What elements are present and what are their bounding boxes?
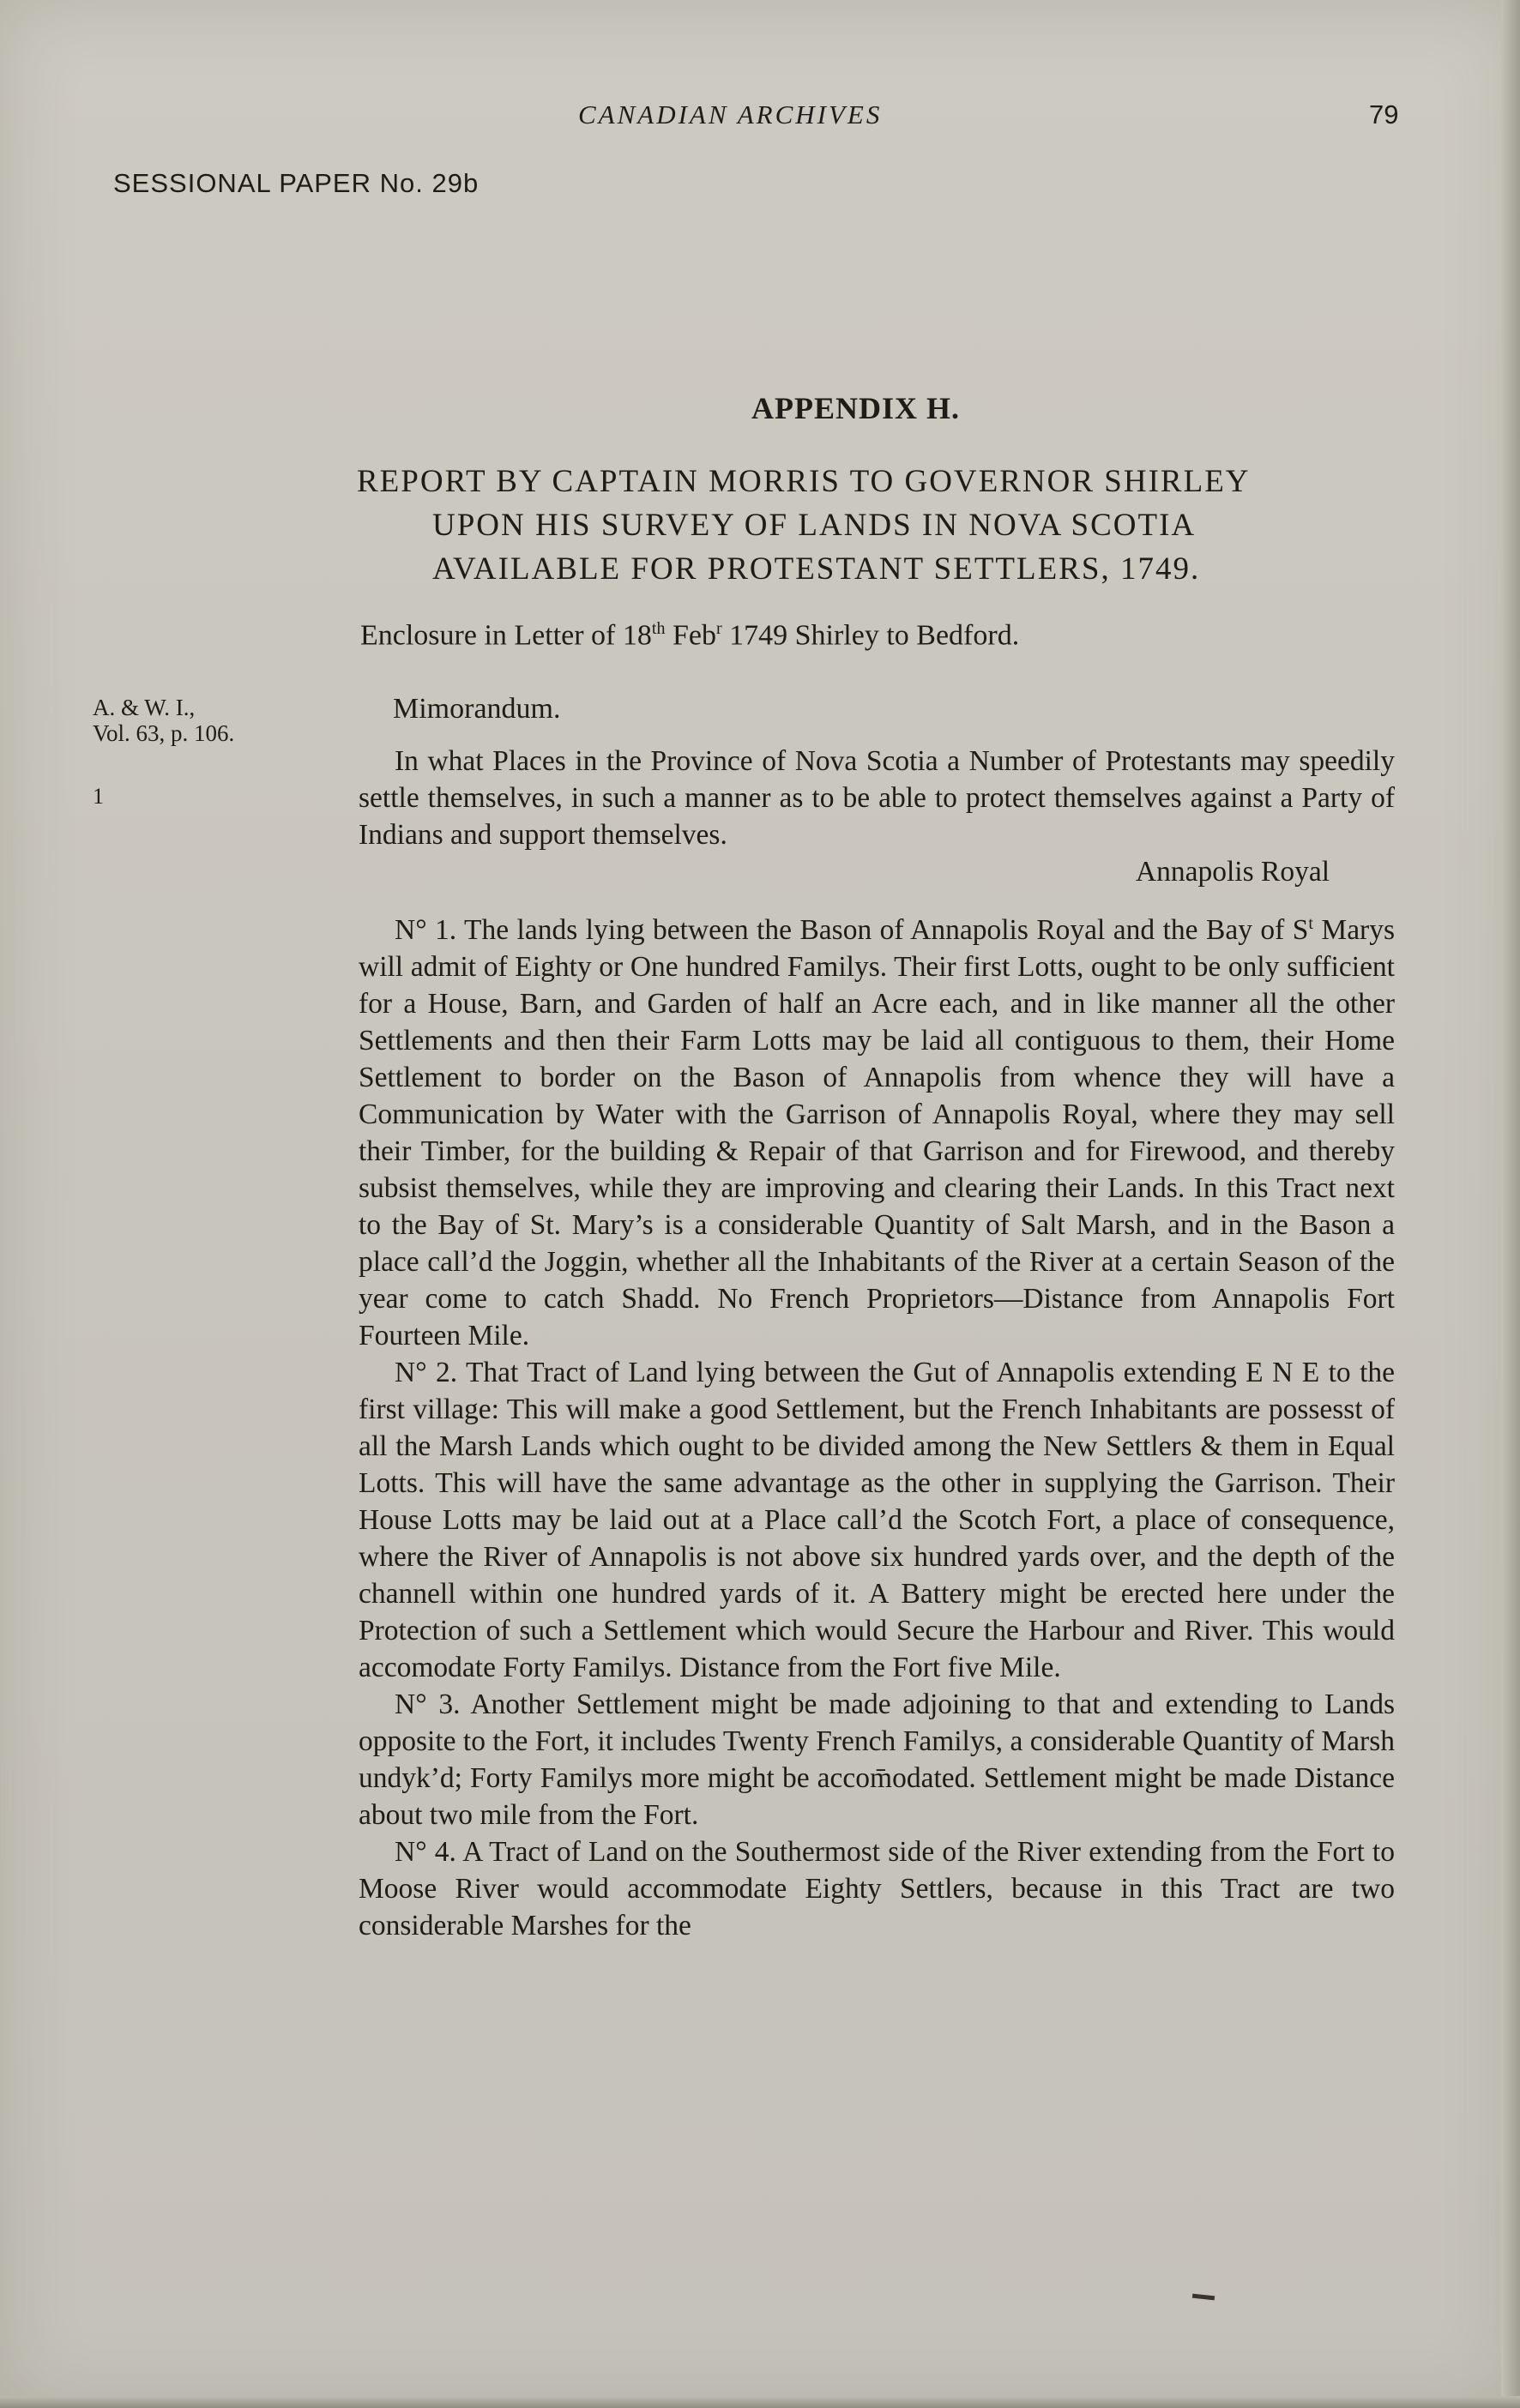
appendix-heading: APPENDIX H. [751, 391, 960, 425]
margin-reference [93, 695, 234, 746]
sessional-paper-label: SESSIONAL PAPER No. 29b [113, 168, 480, 198]
running-head [0, 99, 1520, 134]
margin-reference-line-1: A. & W. I., [93, 695, 196, 720]
page-edge-bottom [0, 2396, 1520, 2408]
enclosure-text-mid: Feb [665, 619, 716, 652]
enclosure-sup-2: r [715, 619, 722, 638]
enclosure-text-pre: Enclosure in Letter of 18 [360, 619, 652, 652]
paragraph-no-4: N° 4. A Tract of Land on the Southermost side of the River extending from the Fort to Moose River would accommodate Eighty Settlers, because in this Tract are two considerable Marshes for the [359, 1836, 1395, 1942]
page-edge-right [1501, 0, 1520, 2408]
enclosure-text-post: 1749 Shirley to Bedford. [721, 619, 1020, 652]
paragraph-no-1-sup: t [1308, 914, 1313, 933]
paragraph-no-1-post: Marys will admit of Eighty or One hundred Familys. Their first Lotts, ought to be only sufficient for a House, Barn, and Garden of half an Acre each, and in like manner all the other Settlements and then their Farm Lotts may be laid all contiguous to them, their Home Settlement to border on the Bason of Annapolis from whence they will have a Communication by Water with the Garrison of Annapolis Royal, where they may sell their Timber, for the building & Repair of that Garrison and for Firewood, and thereby subsist themselves, while they are improving and clearing their Lands. In this Tract next to the Bay of St. Mary’s is a considerable Quantity of Salt Marsh, and in the Bason a place call’d the Joggin, whether all the Inhabitants of the River at a certain Season of the year come to catch Shadd. No French Proprietors—Distance from Annapolis Fort Fourteen Mile. [359, 914, 1396, 1352]
report-title-line-1: REPORT BY CAPTAIN MORRIS TO GOVERNOR SHIRLEY [357, 464, 1251, 499]
body-text [359, 743, 1395, 1944]
memorandum-label: Mimorandum. [393, 693, 561, 725]
report-title [357, 460, 1369, 591]
place-name: Annapolis Royal [1135, 856, 1330, 888]
ink-mark [1192, 2294, 1215, 2301]
margin-mark: 1 [93, 784, 104, 809]
intro-paragraph: In what Places in the Province of Nova Scotia a Number of Protestants may speedily settle themselves, in such a manner as to be able to protect themselves against a Party of Indians and support themselves. [359, 745, 1395, 851]
report-title-line-3: AVAILABLE FOR PROTESTANT SETTLERS, 1749. [432, 551, 1201, 587]
paragraph-no-1-pre: N° 1. The lands lying between the Bason of Annapolis Royal and the Bay of S [395, 914, 1309, 947]
enclosure-line [360, 619, 1019, 652]
paragraph-no-1 [359, 906, 1395, 1354]
running-title: CANADIAN ARCHIVES [578, 99, 883, 129]
page-number: 79 [1369, 99, 1399, 129]
margin-reference-line-2: Vol. 63, p. 106. [93, 720, 235, 746]
paragraph-no-3: N° 3. Another Settlement might be made adjoining to that and extending to Lands opposite to the Fort, it includes Twenty French Familys, a considerable Quantity of Marsh undyk’d; Forty Familys more might be accom̄odated. Settlement might be made Distance about two mile from the Fort. [359, 1689, 1395, 1832]
enclosure-sup-1: th [651, 619, 666, 638]
paragraph-no-2: N° 2. That Tract of Land lying between the Gut of Annapolis extending E N E to the first village: This will make a good Settlement, but the French Inhabitants are possesst of all the Marsh Lands which ought to be divided among the New Settlers & them in Equal Lotts. This will have the same advantage as the other in supplying the Garrison. Their House Lotts may be laid out at a Place call’d the Scotch Fort, a place of consequence, where the River of Annapolis is not above six hundred yards over, and the depth of the channell within one hundred yards of it. A Battery might be erected here under the Protection of such a Settlement which would Secure the Harbour and River. This would accomodate Forty Familys. Distance from the Fort five Mile. [359, 1357, 1395, 1684]
report-title-line-2: UPON HIS SURVEY OF LANDS IN NOVA SCOTIA [432, 508, 1197, 543]
